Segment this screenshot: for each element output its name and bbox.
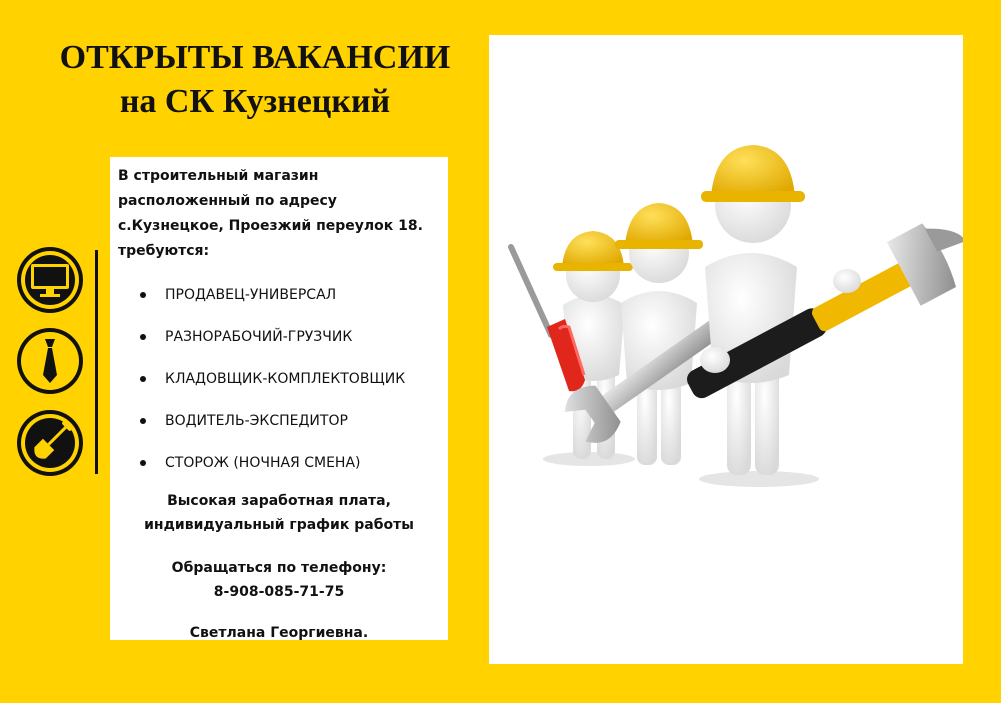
job-item: ПРОДАВЕЦ-УНИВЕРСАЛ (110, 281, 448, 323)
right-worker (673, 145, 963, 475)
job-item: КЛАДОВЩИК-КОМПЛЕКТОВЩИК (110, 365, 448, 407)
shovel-icon (14, 407, 86, 479)
intro-line: требуются: (118, 243, 210, 259)
title-line-1: ОТКРЫТЫ ВАКАНСИИ (59, 39, 451, 76)
benefits-line: Высокая заработная плата, (167, 493, 391, 509)
job-item: ВОДИТЕЛЬ-ЭКСПЕДИТОР (110, 407, 448, 449)
workers-with-tools-illustration (489, 35, 963, 664)
bullet-icon (140, 292, 146, 298)
job-item: РАЗНОРАБОЧИЙ-ГРУЗЧИК (110, 323, 448, 365)
benefits-line: индивидуальный график работы (144, 517, 414, 533)
monitor-icon (14, 244, 86, 316)
poster-title (20, 36, 490, 124)
intro-line: В строительный магазин (118, 168, 319, 184)
intro-text (118, 164, 444, 264)
title-line-2: на СК Кузнецкий (119, 83, 391, 120)
intro-line: расположенный по адресу (118, 193, 337, 209)
vacancy-card (110, 157, 448, 640)
divider-line (95, 250, 98, 474)
contact-label: Обращаться по телефону: (171, 560, 387, 576)
tie-icon (14, 325, 86, 397)
intro-line: с.Кузнецкое, Проезжий переулок 18. (118, 218, 423, 234)
bullet-icon (140, 460, 146, 466)
benefits-text (110, 489, 448, 537)
job-list (110, 281, 448, 491)
phone-number[interactable]: 8-908-085-71-75 (213, 584, 345, 600)
side-icons (14, 244, 104, 476)
bullet-icon (140, 334, 146, 340)
contact-name: Светлана Георгиевна. (189, 625, 369, 641)
bullet-icon (140, 418, 146, 424)
contact-block (110, 556, 448, 604)
bullet-icon (140, 376, 146, 382)
job-item: СТОРОЖ (НОЧНАЯ СМЕНА) (110, 449, 448, 491)
